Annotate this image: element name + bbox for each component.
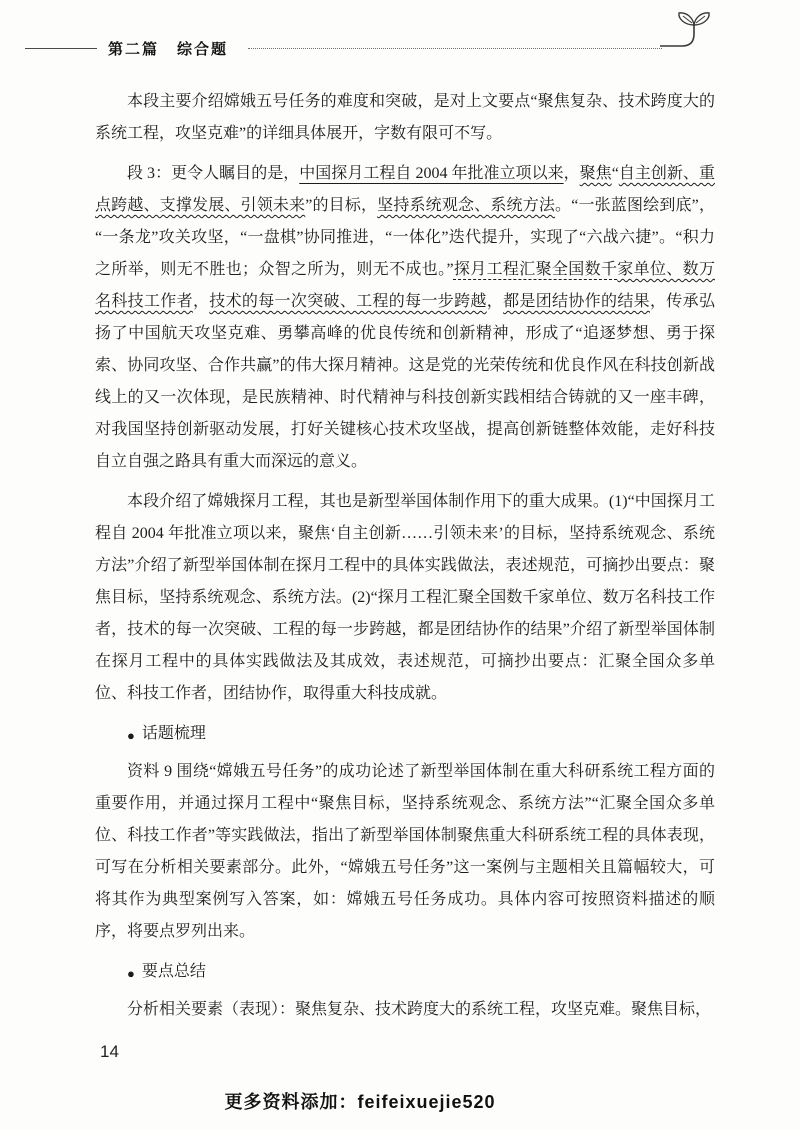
paragraph-analysis: 本段介绍了嫦娥探月工程，其也是新型举国体制作用下的重大成果。(1)“中国探月工程自 2004 年批准立项以来，聚焦‘自主创新……引领未来’的目标，坚持系统观念、系统方法”介绍了新型举国体制在探月工程中的具体实践做法，表述规范，可摘抄出要点：聚焦目标，坚持系统观念、系统方法。(2)“探月工程汇聚全国数千家单位、数万名科技工作者，技术的每一次突破、工程的每一步跨越，都是团结协作的结果”介绍了新型举国体制在探月工程中的具体实践做法及其成效，表述规范，可摘抄出要点：汇聚全国众多单位、科技工作者，团结协作，取得重大科技成就。	[95, 493, 715, 702]
text-segment: 段 3：更令人瞩目的是，	[127, 165, 300, 182]
text-segment: 探月工程汇聚全国数千	[453, 261, 618, 278]
footer-promo	[0, 1088, 720, 1114]
text-segment: “	[611, 165, 619, 182]
page-number: 14	[100, 1042, 119, 1061]
text-segment: 。“一张蓝图绘到底”，“一条龙”攻关攻坚，“一盘棋”协同推进，“一体化”迭代提升，实现了“六战六捷”。“积力之所举，则无不胜也；众智之所为，则无不成也。”	[95, 197, 715, 278]
sprout-icon	[660, 10, 740, 54]
heading-topic-review-label: 话题梳理	[141, 725, 206, 742]
text-segment: ”的目标，	[305, 197, 378, 214]
header-rule-dotted	[248, 48, 662, 49]
paragraph-topic-review: 资料 9 围绕“嫦娥五号任务”的成功论述了新型举国体制在重大科研系统工程方面的重要作用，并通过探月工程中“聚焦目标，坚持系统观念、系统方法”“汇聚全国众多单位、科技工作者”等实践做法，指出了新型举国体制聚焦重大科研系统工程的具体表现，可写在分析相关要素部分。此外，“嫦娥五号任务”这一案例与主题相关且篇幅较大，可将其作为典型案例写入答案，如：嫦娥五号任务成功。具体内容可按照资料描述的顺序，将要点罗列出来。	[95, 763, 715, 940]
paragraph-key-points: 分析相关要素（表现）：聚焦复杂、技术跨度大的系统工程，攻坚克难。聚焦目标，	[127, 1001, 712, 1018]
heading-topic-review	[95, 718, 715, 750]
text-segment: ，	[192, 293, 210, 310]
text-segment: ，传承弘扬了中国航天攻坚克难、勇攀高峰的优良传统和创新精神，形成了“追逐梦想、勇于探索、协同攻坚、合作共赢”的伟大探月精神。这是党的光荣传统和优良作风在科技创新战线上的又一次体现，是民族精神、时代精神与科技创新实践相结合铸就的又一座丰碑，对我国坚持创新驱动发展，打好关键核心技术攻坚战，提高创新链整体效能，走好科技自立自强之路具有重大而深远的意义。	[95, 293, 715, 470]
document-body	[95, 86, 715, 1034]
page-header	[0, 0, 800, 70]
text-segment: 技术的每一次突破、工程的每一步跨越	[209, 293, 487, 310]
section-title	[108, 38, 228, 59]
heading-key-points	[95, 956, 715, 988]
bullet-icon: ●	[127, 965, 135, 981]
heading-key-points-label: 要点总结	[141, 963, 206, 980]
text-segment: ，	[563, 165, 580, 182]
text-segment: 聚焦	[579, 165, 612, 182]
section-name: 综合题	[177, 41, 229, 58]
text-segment: 自主创新、重点跨越、支撑发展、引领未来	[95, 165, 715, 214]
text-segment: ，	[486, 293, 504, 310]
bullet-icon: ●	[127, 727, 135, 743]
header-rule-left	[25, 48, 97, 49]
footer-promo-value: feifeixuejie520	[357, 1092, 496, 1112]
section-label: 第二篇	[108, 41, 160, 58]
text-segment: 都是团结协作的结果	[503, 293, 650, 310]
text-segment: 中国探月工程自 2004 年批准立项以来	[299, 165, 564, 182]
footer-promo-label: 更多资料添加：	[224, 1092, 358, 1112]
paragraph-duan3	[95, 158, 715, 478]
paragraph-intro: 本段主要介绍嫦娥五号任务的难度和突破，是对上文要点“聚焦复杂、技术跨度大的系统工程，攻坚克难”的详细具体展开，字数有限可不写。	[95, 93, 715, 142]
text-segment: 坚持系统观念、系统方法	[377, 197, 556, 214]
text-segment: 家单位、数万名科技工作者	[95, 261, 715, 310]
